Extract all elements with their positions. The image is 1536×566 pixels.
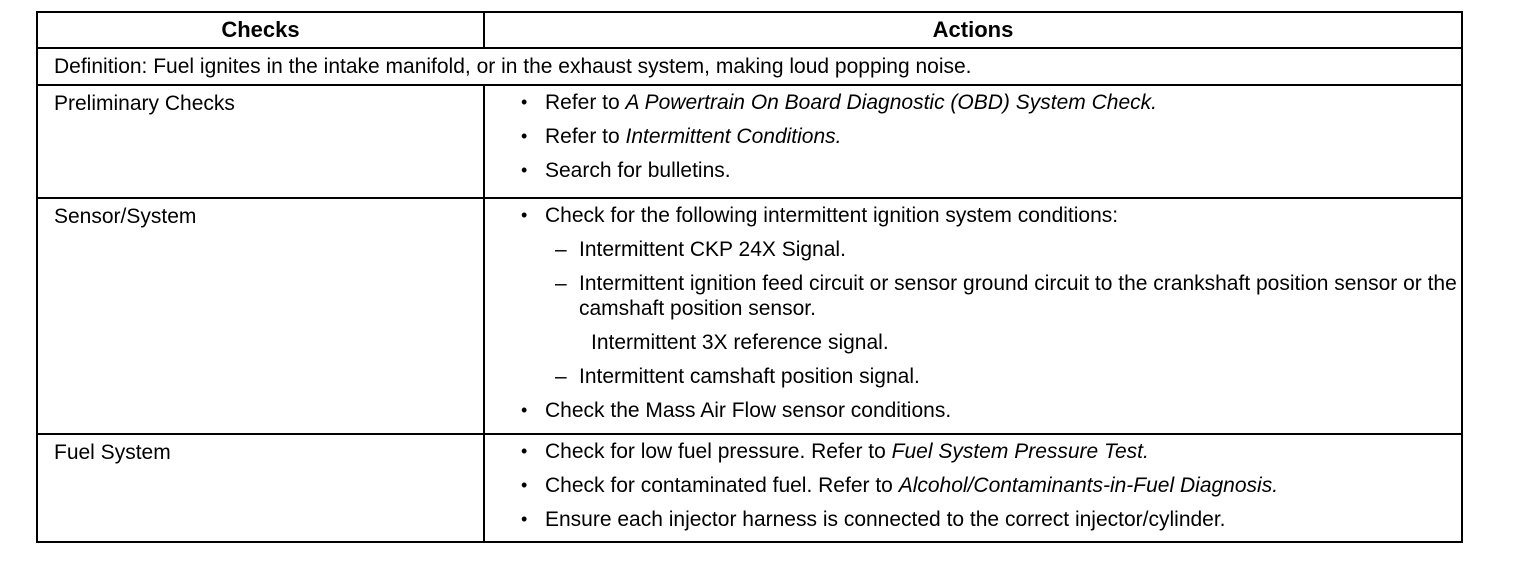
actions-cell: [484, 198, 1462, 434]
table-row: [37, 85, 1462, 198]
action-text: Refer to: [545, 91, 626, 114]
action-text: Ensure each injector harness is connected to the correct injector/cylinder.: [545, 508, 1226, 531]
actions-cell: [484, 434, 1462, 542]
action-item: [521, 124, 1461, 149]
check-cell: [37, 198, 484, 434]
table-row: [37, 434, 1462, 542]
action-reference: Intermittent Conditions.: [625, 125, 842, 148]
action-text: Search for bulletins.: [545, 159, 731, 182]
action-item: [521, 158, 1461, 183]
action-item: [521, 473, 1461, 498]
action-reference: Fuel System Pressure Test.: [891, 440, 1149, 463]
checks-header: Checks: [37, 12, 484, 48]
check-label: Preliminary Checks: [54, 92, 235, 115]
header-row: [37, 12, 1462, 48]
action-item: [521, 398, 1461, 423]
table-row: [37, 198, 1462, 434]
check-cell: [37, 434, 484, 542]
sub-item: – Intermittent ignition feed circuit or sensor ground circuit to the crankshaft position sensor or the camshaft position sensor.: [545, 271, 1461, 321]
action-item: [521, 507, 1461, 532]
check-label: Fuel System: [54, 441, 171, 464]
check-label: Sensor/System: [54, 205, 197, 228]
action-item: [521, 90, 1461, 115]
action-reference: A Powertrain On Board Diagnostic (OBD) System Check.: [625, 91, 1157, 114]
action-text: Check the Mass Air Flow sensor conditions.: [545, 399, 952, 422]
action-text: Check for the following intermittent ignition system conditions:: [545, 204, 1119, 227]
actions-cell: [484, 85, 1462, 198]
actions-header: Actions: [484, 12, 1462, 48]
action-text: Refer to: [545, 125, 626, 148]
action-text: Check for low fuel pressure. Refer to: [545, 440, 892, 463]
sub-item: – Intermittent camshaft position signal.: [545, 364, 1461, 389]
definition-row: [37, 48, 1462, 85]
definition-text: Definition: Fuel ignites in the intake manifold, or in the exhaust system, making loud popping noise.: [37, 48, 1462, 85]
sub-item: – Intermittent CKP 24X Signal.: [545, 237, 1461, 262]
check-cell: [37, 85, 484, 198]
diagnostic-table: [36, 11, 1463, 543]
action-reference: Alcohol/Contaminants-in-Fuel Diagnosis.: [898, 474, 1279, 497]
action-item: [521, 203, 1461, 389]
action-item: [521, 439, 1461, 464]
action-text: Check for contaminated fuel. Refer to: [545, 474, 899, 497]
sub-item: Intermittent 3X reference signal.: [591, 331, 889, 354]
